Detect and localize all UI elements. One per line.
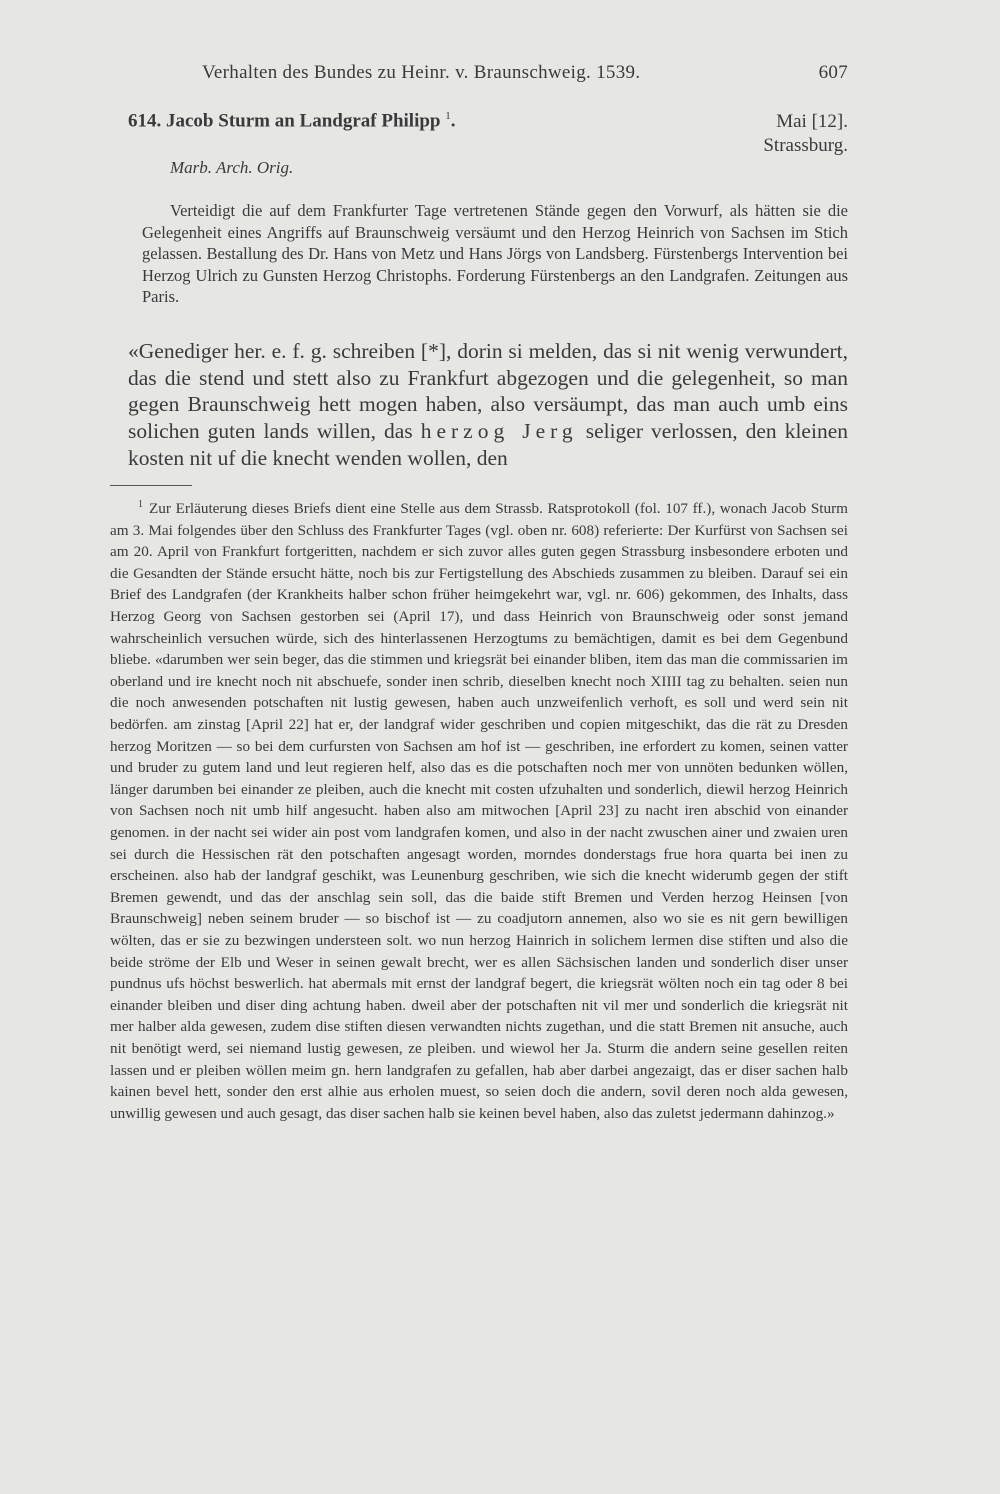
archive-source: Marb. Arch. Orig. (170, 158, 294, 177)
footnote (110, 494, 848, 1124)
footnote-marker: 1 (138, 499, 143, 510)
letter-text-part1: «Genediger her. e. f. g. schreiben [*], dorin si melden, das si nit wenig verwundert, das die stend und stett also zu Frankfurt abgezogen und die gelegenheit, so man gegen Braunschweig hett mogen haben, also versäumpt, das man auch umb eins solichen guten lands willen, das (128, 339, 848, 444)
date-place (763, 110, 848, 158)
document-title (128, 110, 456, 132)
document-title-end: . (450, 110, 456, 132)
document-date: Mai [12]. (776, 111, 848, 132)
footnote-divider (110, 485, 192, 486)
letter-text (128, 338, 848, 472)
document-title-text: 614. Jacob Sturm an Landgraf Philipp (128, 110, 441, 132)
footnote-text: Zur Erläuterung dieses Briefs dient eine Stelle aus dem Strassb. Ratsprotokoll (fol. 107 ff.), wonach Jacob Sturm am 3. Mai folgendes über den Schluss des Frankfurter Tages (vgl. oben nr. 608) referierte: Der Kurfürst von Sachsen sei am 20. April von Frankfurt fortgeritten, nachdem er sich zuvor alles guten gegen Strassburg insbesondere erboten und die Gesandten der Stände ersucht hätte, noch bis zur Fertigstellung des Abschieds zusammen zu bleiben. Darauf sei ein Brief des Landgrafen (der Krankheits halber schon früher heimgekehrt war, vgl. nr. 606) gekommen, des Inhalts, dass Herzog Georg von Sachsen gestorben sei (April 17), und dass Heinrich von Braunschweig oder sonst jemand wahrscheinlich versuchen würde, sich des hinterlassenen Herzogtums zu bemächtigen, damit es bei dem Gegenbund bliebe. «darumben wer sein beger, das die stimmen und kriegsrät bei einander bliben, item das man die commissarien im oberland und ire knecht noch nit abschuefe, sonder inen schrib, dieselben knecht noch XIIII tag zu behalten. seien nun die noch anwesenden potschaften nit lustig gewesen, haben auch unzweifenlich verhoft, es soll und werd sein nit bedörfen. am zinstag [April 22] hat er, der landgraf wider geschriben und copien mitgeschikt, das die rät zu Dresden herzog Moritzen — so bei dem curfursten von Sachsen am hof ist — geschriben, ine erfordert zu komen, seinen vatter und bruder zu gutem land und leut regieren helf, also das es die potschaften noch mer von unnöten bedunken wöllen, länger darumben bei einander ze pleiben, auch die knecht mit costen ufzuhalten und sonderlich, diewil herzog Heinrich von Sachsen noch nit umb hilf angesucht. haben also am mitwochen [April 23] zu nacht iren abschid von einander genomen. in der nacht sei wider ain post vom landgrafen komen, und also in der nacht zwuschen ainer und zwaien uren sei durch die Hessischen rät den potschaften angesagt worden, morndes donderstags frue hora quarta bei inen zu erscheinen. also hab der landgraf geschikt, was Leunenburg geschriben, wie sich die knecht widerumb gegen der stift Bremen gewendt, und das der anschlag sein soll, das die baide stift Bremen und Verden herzog Heinsen [von Braunschweig] neben seinem bruder — so bischof ist — zu coadjutorn annemen, also wo sie es nit gern bewilligen wölten, das er sie zu bezwingen understeen solt. wo nun herzog Hainrich in solichem lermen dise stiften und also die beide ströme der Elb und Weser in seinen gewalt brecht, wer es allen Sächsischen landen und sonderlich diser unser pundnus ufs höchst beswerlich. hat abermals mit ernst der landgraf begert, die kriegsrät wölten noch ein tag oder 8 bei einander bleiben und diser ding achtung haben. dweil aber der potschaften nit vil mer und sonderlich die kriegsrät nit mer halber alda gewesen, zudem dise stiften diesen verwandten nichts zugethan, und die statt Bremen nit ansuche, auch nit benötigt werd, sei niemand lustig gewesen, ze pleiben. und wiewol her Ja. Sturm die andern seine gesellen reiten lassen und er pleiben wöllen meim gn. hern landgrafen zu gefallen, hab aber darbei angezaigt, das er diser sachen halb kainen bevel hett, sonder den erst alhie aus erholen muest, so seien doch die andern, sovil deren noch alda gewesen, unwillig gewesen und auch gesagt, das diser sachen halb sie keinen bevel haben, also das zuletst jedermann dahinzog.» (110, 500, 848, 1122)
page-number: 607 (818, 62, 848, 83)
letter-text-spaced: herzog Jerg (420, 419, 578, 444)
letter-text-part2: seliger verlossen, den kleinen kosten nit uf die knecht wenden wollen, den (128, 419, 848, 470)
footnote-reference[interactable]: 1 (445, 110, 451, 122)
running-title: Verhalten des Bundes zu Heinr. v. Braunschweig. 1539. (202, 62, 641, 83)
document-summary: Verteidigt die auf dem Frankfurter Tage vertretenen Stände gegen den Vorwurf, als hätten sie die Gelegenheit eines Angriffs auf Braunschweig versäumt und den Herzog Heinrich von Sachsen im Stich gelassen. Bestallung des Dr. Hans von Metz und Hans Jörgs von Landsberg. Fürstenbergs Intervention bei Herzog Ulrich zu Gunsten Herzog Christophs. Forderung Fürstenbergs an den Landgrafen. Zeitungen aus Paris. (142, 201, 848, 307)
document-place: Strassburg. (763, 135, 848, 156)
